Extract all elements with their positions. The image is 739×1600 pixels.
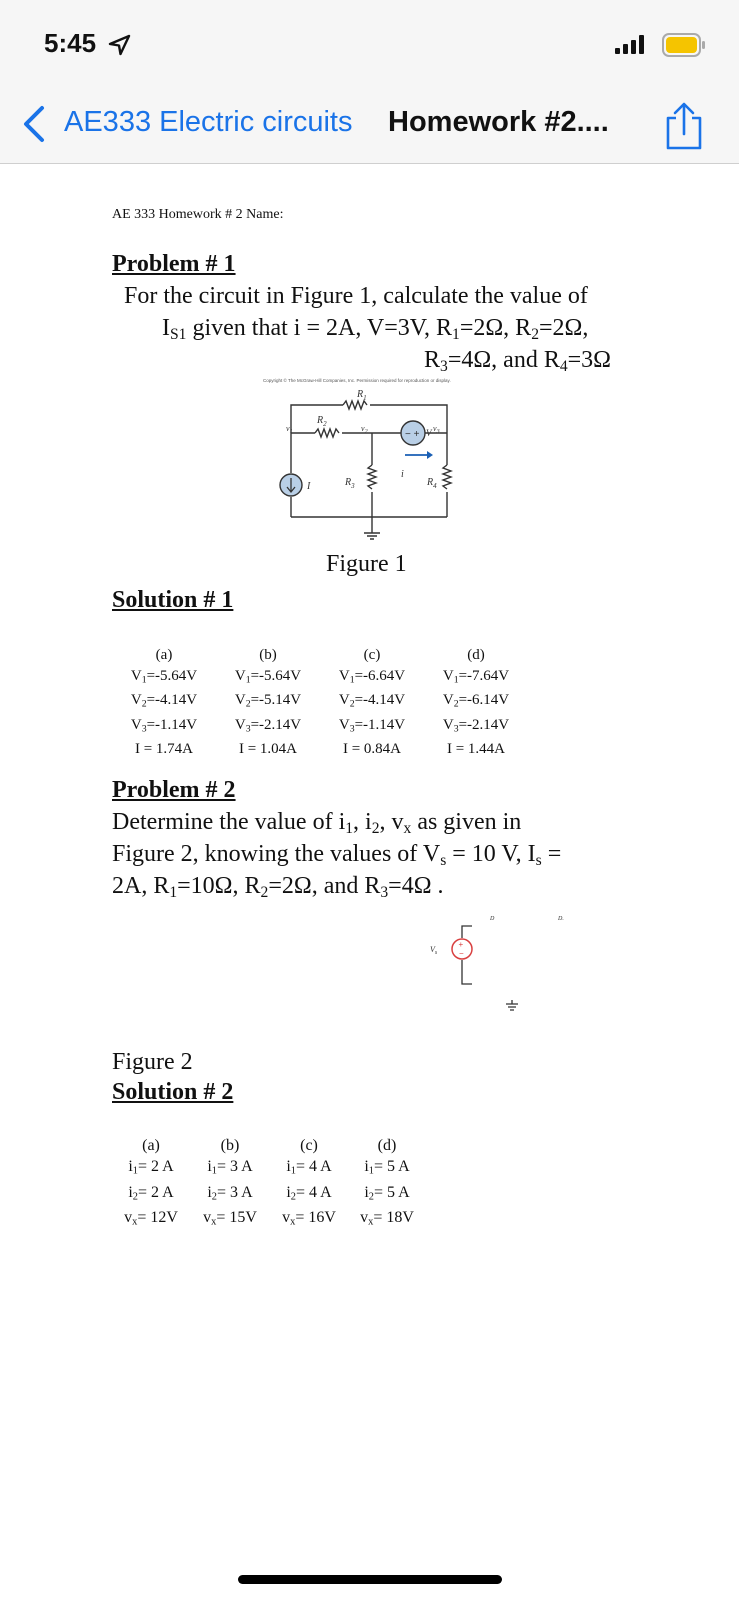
svg-text:V: V xyxy=(426,428,432,438)
solution-2-option-b: (b) $i_1= 3$ A $i_2= 3$ A $v_x= 15V$ xyxy=(203,1137,257,1228)
back-button-label[interactable]: AE333 Electric circuits xyxy=(64,106,353,138)
svg-text:R4: $R_4$ xyxy=(427,477,437,490)
solution-1-title: Solution # 1 xyxy=(112,587,234,613)
status-bar xyxy=(0,0,739,90)
resistor-r2 xyxy=(315,429,339,437)
problem-1-line-1: For the circuit in Figure 1, calculate the value of xyxy=(124,283,588,309)
battery-icon xyxy=(662,33,706,57)
svg-text:v2: $v_2$ xyxy=(361,424,368,435)
figure-1-circuit xyxy=(255,373,495,553)
svg-text:v3: $v_3$ xyxy=(433,424,440,435)
svg-text:D: D xyxy=(490,916,495,922)
solution-1-option-d: (d) $V_1=-7.64V$ $V_2=-6.14V$ $V_3=-2.14V$ I = 1.44A xyxy=(442,647,510,758)
back-chevron-icon[interactable] xyxy=(20,104,50,144)
solution-1-option-b: (b) $V_1=-5.64V$ $V_2=-5.14V$ $V_3=-2.14V$ I = 1.04A xyxy=(234,647,302,758)
solution-1-option-c: (c) $V_1=-6.64V$ $V_2=-4.14V$ $V_3=-1.14V$ I = 0.84A xyxy=(338,647,406,758)
solution-2-option-d: (d) $i_1= 5$ A $i_2= 5$ A $v_x= 18V$ xyxy=(360,1137,414,1228)
share-icon[interactable] xyxy=(662,100,706,152)
problem-1-line-3: $R_3=4\Omega$, and $R_4=3\Omega$ xyxy=(424,347,612,375)
location-arrow-icon xyxy=(108,34,132,56)
problem-2-line-2: Figure 2, knowing the values of $V_s = 10$ V, $I_s$ = xyxy=(112,841,562,869)
document-title: Homework #2.... xyxy=(388,106,609,138)
document-page xyxy=(0,165,739,1600)
problem-1-title: Problem # 1 xyxy=(112,251,236,277)
svg-text:I: I xyxy=(307,481,311,492)
resistor-r3 xyxy=(368,465,376,489)
svg-text:Vs: $V_s$ xyxy=(430,945,438,956)
svg-text:− +: − + xyxy=(405,429,420,440)
problem-2-line-1: Determine the value of $i_1$, $i_2$, $v_x$ as given in xyxy=(112,809,522,837)
problem-1-line-2: $I_{S1}$ given that i = 2A, V=3V, $R_1=2\Omega$, $R_2=2\Omega$, xyxy=(162,315,589,343)
resistor-r1 xyxy=(343,401,367,409)
problem-2-line-3: 2A, $R_1=10\Omega$, $R_2=2\Omega$, and $R_3=4\Omega$ . xyxy=(112,873,444,901)
solution-2-option-a: (a) $i_1= 2$ A $i_2= 2$ A $v_x= 12V$ xyxy=(124,1137,178,1228)
status-time: 5:45 xyxy=(44,28,97,58)
figure-1-copyright: Copyright © The McGraw-Hill Companies, Inc. Permission required for reproduction or display. xyxy=(263,378,451,383)
doc-header: AE 333 Homework # 2 Name: xyxy=(112,207,284,222)
svg-text:−: − xyxy=(459,949,464,958)
figure-2-circuit xyxy=(430,910,590,1020)
figure-1-caption: Figure 1 xyxy=(326,551,407,577)
svg-text:+: + xyxy=(458,940,464,949)
svg-text:D.: D. xyxy=(558,916,564,922)
svg-text:v1: $v_1$ xyxy=(286,424,293,435)
cellular-signal-icon xyxy=(615,34,649,56)
svg-text:R1: $R_1$ xyxy=(357,389,367,402)
problem-2-title: Problem # 2 xyxy=(112,777,236,803)
navigation-bar xyxy=(0,90,739,164)
solution-1-option-a: (a) $V_1=-5.64V$ $V_2=-4.14V$ $V_3=-1.14V$ I = 1.74A xyxy=(130,647,198,758)
svg-text:R3: $R_3$ xyxy=(345,477,355,490)
resistor-r4 xyxy=(443,465,451,489)
figure-2-caption: Figure 2 xyxy=(112,1049,193,1075)
solution-2-option-c: (c) $i_1= 4$ A $i_2= 4$ A $v_x= 16V$ xyxy=(282,1137,336,1228)
svg-text:i: i xyxy=(401,469,404,480)
svg-text:R2: $R_2$ xyxy=(317,415,327,428)
solution-2-title: Solution # 2 xyxy=(112,1079,234,1105)
home-indicator[interactable] xyxy=(238,1575,502,1584)
